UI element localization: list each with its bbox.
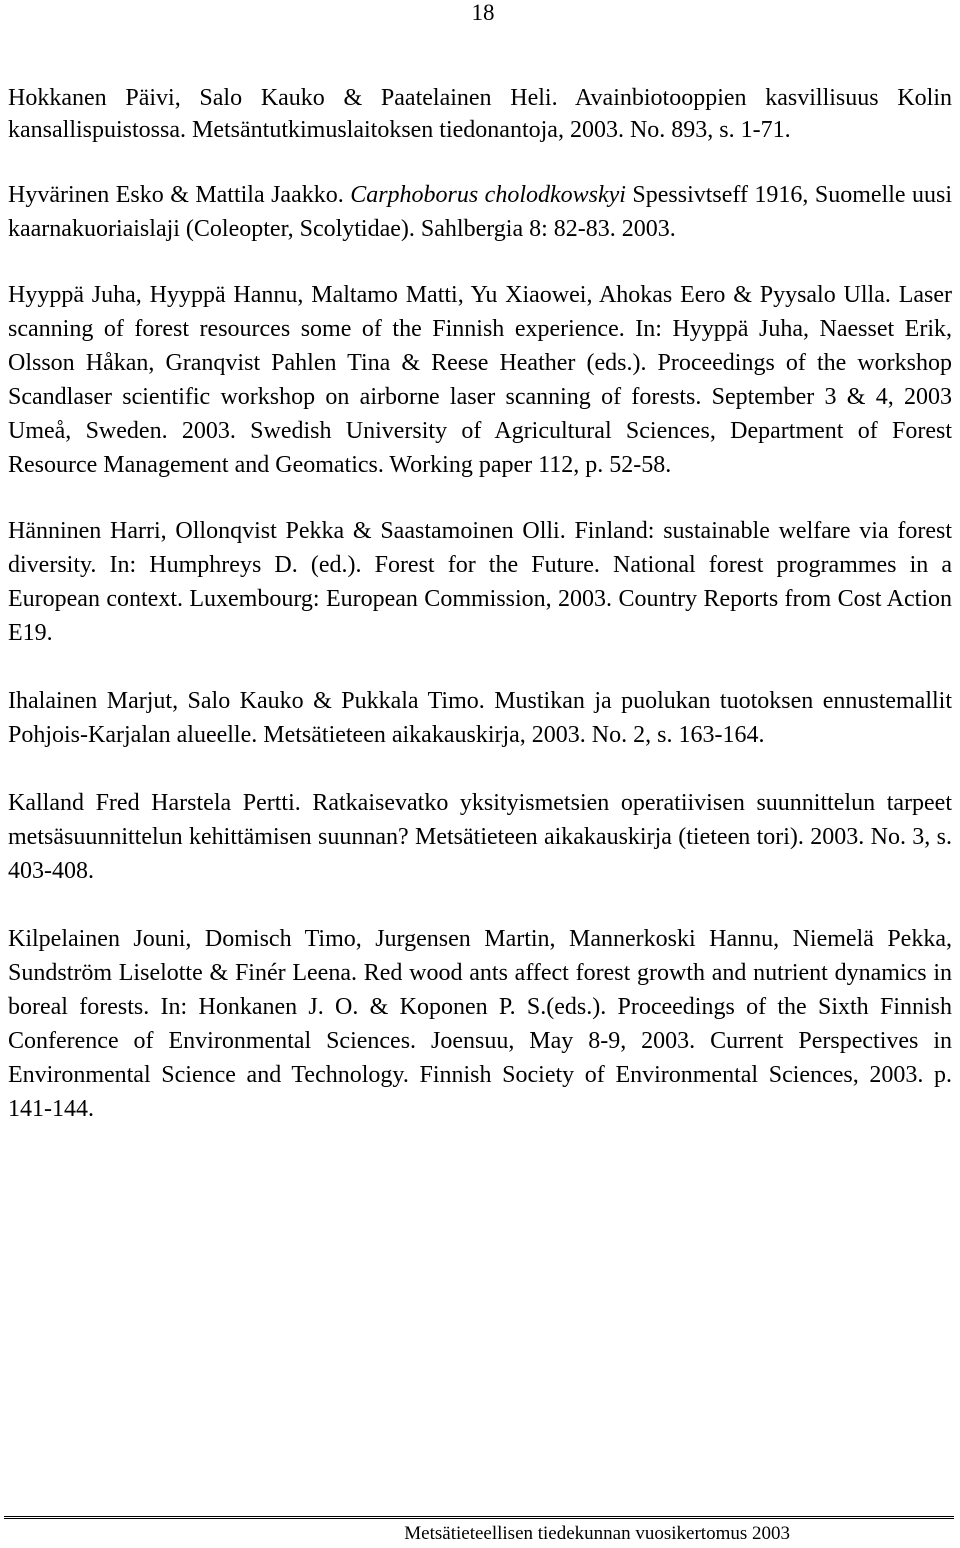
reference-list bbox=[8, 82, 952, 1126]
page-number: 18 bbox=[471, 0, 495, 25]
reference-entry: Hokkanen Päivi, Salo Kauko & Paatelainen Heli. Avainbiotooppien kasvillisuus Kolin kansallispuistossa. Metsäntutkimuslaitoksen tiedonantoja, 2003. No. 893, s. 1-71. bbox=[8, 85, 952, 143]
footer-divider bbox=[4, 1516, 954, 1519]
reference-text: Hyvärinen Esko & Mattila Jaakko. bbox=[8, 182, 351, 208]
reference-entry: Kalland Fred Harstela Pertti. Ratkaisevatko yksityismetsien operatiivisen suunnittelun tarpeet metsäsuunnittelun kehittämisen suunnan? Metsätieteen aikakauskirja (tieteen tori). 2003. No. 3, s. 403-408. bbox=[8, 790, 952, 884]
footer-text: Metsätieteellisen tiedekunnan vuosikertomus 2003 bbox=[404, 1523, 790, 1544]
reference-entry: Hänninen Harri, Ollonqvist Pekka & Saastamoinen Olli. Finland: sustainable welfare via forest diversity. In: Humphreys D. (ed.). Forest for the Future. National forest programmes in a European context. Luxembourg: European Commission, 2003. Country Reports from Cost Action E19. bbox=[8, 518, 952, 646]
reference-entry bbox=[8, 178, 952, 246]
species-name: Carphoborus cholodkowskyi bbox=[350, 182, 626, 208]
reference-entry: Kilpelainen Jouni, Domisch Timo, Jurgensen Martin, Mannerkoski Hannu, Niemelä Pekka, Sundström Liselotte & Finér Leena. Red wood ants affect forest growth and nutrient dynamics in boreal forests. In: Honkanen J. O. & Koponen P. S.(eds.). Proceedings of the Sixth Finnish Conference of Environmental Sciences. Joensuu, May 8-9, 2003. Current Perspectives in Environmental Science and Technology. Finnish Society of Environmental Sciences, 2003. p. 141-144. bbox=[8, 926, 952, 1122]
reference-entry: Hyyppä Juha, Hyyppä Hannu, Maltamo Matti, Yu Xiaowei, Ahokas Eero & Pyysalo Ulla. Laser scanning of forest resources some of the Finnish experience. In: Hyyppä Juha, Naesset Erik, Olsson Håkan, Granqvist Pahlen Tina & Reese Heather (eds.). Proceedings of the workshop Scandlaser scientific workshop on airborne laser scanning of forests. September 3 & 4, 2003 Umeå, Sweden. 2003. Swedish University of Agricultural Sciences, Department of Forest Resource Management and Geomatics. Working paper 112, p. 52-58. bbox=[8, 282, 952, 478]
reference-entry: Ihalainen Marjut, Salo Kauko & Pukkala Timo. Mustikan ja puolukan tuotoksen ennustemallit Pohjois-Karjalan alueelle. Metsätieteen aikakauskirja, 2003. No. 2, s. 163-164. bbox=[8, 688, 952, 748]
reference-text: Spessivtseff 1916, Suomelle uusi kaarnakuoriaislaji (Coleopter, Scolytidae). Sahlbergia 8: 82-83. 2003. bbox=[8, 182, 952, 242]
